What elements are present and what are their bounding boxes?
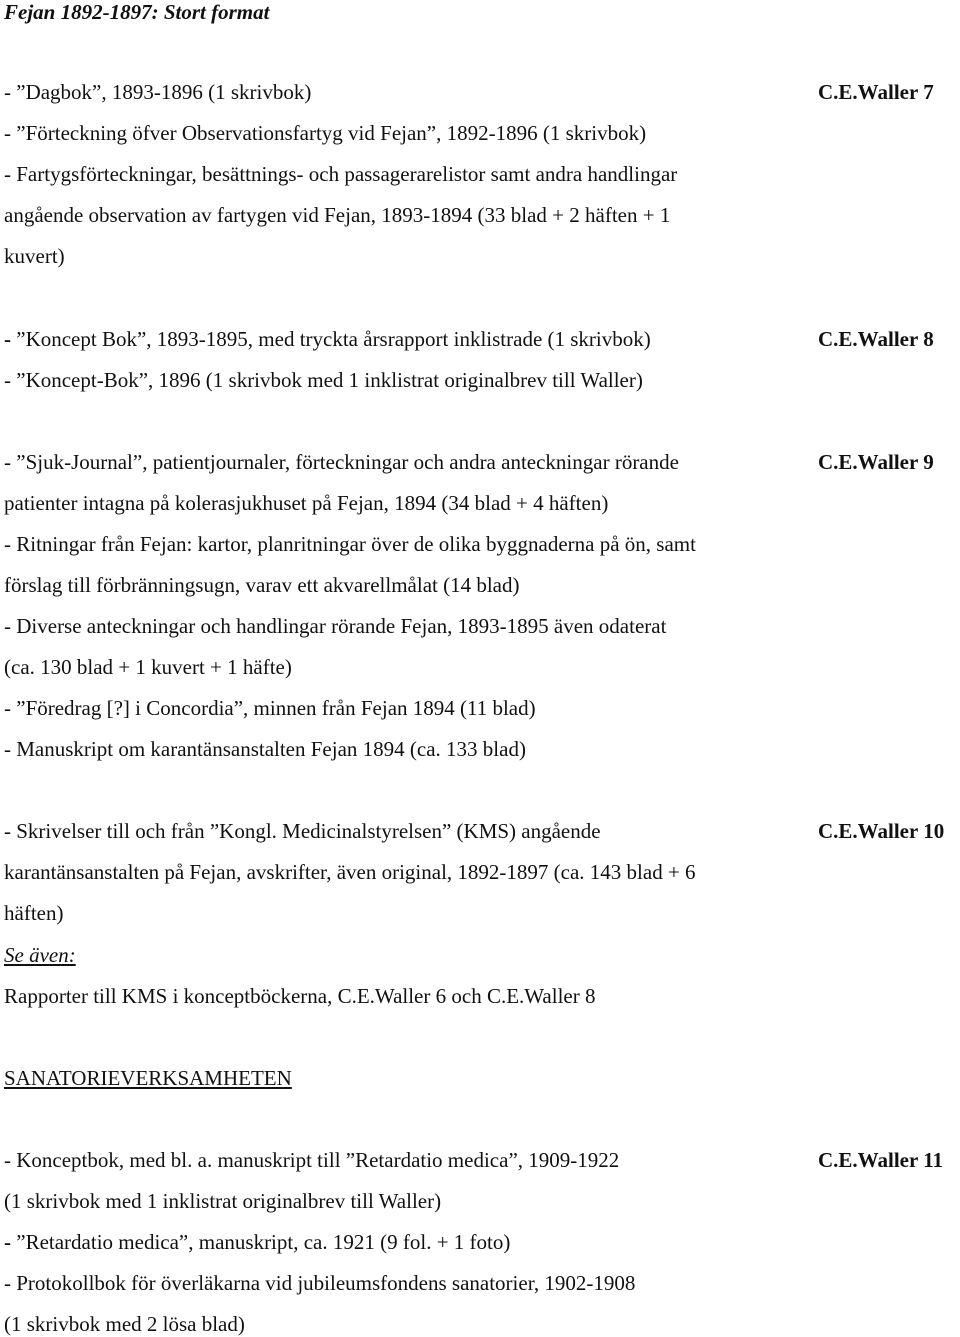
entry-text: ”Koncept Bok”, 1893-1895, med tryckta årsrapport inklistrade (1 skrivbok) <box>11 327 651 351</box>
entry-line: (ca. 130 blad + 1 kuvert + 1 häfte) <box>4 655 292 679</box>
archive-reference: C.E.Waller 8 <box>818 327 934 351</box>
entry-line: förslag till förbränningsugn, varav ett akvarellmålat (14 blad) <box>4 573 520 597</box>
entry-line: - ”Koncept-Bok”, 1896 (1 skrivbok med 1 inklistrat originalbrev till Waller) <box>4 368 643 392</box>
entry-line: kuvert) <box>4 244 65 268</box>
entry-line: - Ritningar från Fejan: kartor, planritningar över de olika byggnaderna på ön, samt <box>4 532 696 556</box>
section-heading: SANATORIEVERKSAMHETEN <box>4 1066 292 1090</box>
entry-line: angående observation av fartygen vid Fejan, 1893-1894 (33 blad + 2 häften + 1 <box>4 203 671 227</box>
entry-line: - ”Förteckning öfver Observationsfartyg vid Fejan”, 1892-1896 (1 skrivbok) <box>4 121 647 145</box>
entry-line: patienter intagna på kolerasjukhuset på Fejan, 1894 (34 blad + 4 häften) <box>4 491 609 515</box>
entry-line: - Diverse anteckningar och handlingar rörande Fejan, 1893-1895 även odaterat <box>4 614 667 638</box>
archive-reference: C.E.Waller 11 <box>818 1148 944 1172</box>
entry-line <box>4 327 651 351</box>
entry-line: - Konceptbok, med bl. a. manuskript till ”Retardatio medica”, 1909-1922 <box>4 1148 620 1172</box>
archive-reference: C.E.Waller 7 <box>818 80 934 104</box>
page-title: Fejan 1892-1897: Stort format <box>4 0 270 24</box>
entry-text: ”Retardatio medica”, manuskript, ca. 1921 (9 fol. + 1 foto) <box>11 1230 511 1254</box>
entry-dash: - <box>4 327 11 351</box>
entry-line: (1 skrivbok med 1 inklistrat originalbrev till Waller) <box>4 1189 442 1213</box>
see-also-text: Rapporter till KMS i konceptböckerna, C.E.Waller 6 och C.E.Waller 8 <box>4 984 596 1008</box>
entry-line <box>4 1230 510 1254</box>
entry-line: - ”Dagbok”, 1893-1896 (1 skrivbok) <box>4 80 312 104</box>
entry-line: - Manuskript om karantänsanstalten Fejan 1894 (ca. 133 blad) <box>4 737 526 761</box>
archive-reference: C.E.Waller 10 <box>818 819 945 843</box>
archive-reference: C.E.Waller 9 <box>818 450 934 474</box>
entry-line: (1 skrivbok med 2 lösa blad) <box>4 1312 245 1336</box>
entry-line: - ”Föredrag [?] i Concordia”, minnen från Fejan 1894 (11 blad) <box>4 696 536 720</box>
entry-line: häften) <box>4 901 64 925</box>
entry-dash: - <box>4 1230 11 1254</box>
entry-line: karantänsanstalten på Fejan, avskrifter, även original, 1892-1897 (ca. 143 blad + 6 <box>4 860 696 884</box>
see-also-label: Se även: <box>4 943 76 967</box>
entry-line: - Fartygsförteckningar, besättnings- och passagerarelistor samt andra handlingar <box>4 162 678 186</box>
entry-line: - ”Sjuk-Journal”, patientjournaler, förteckningar och andra anteckningar rörande <box>4 450 679 474</box>
entry-line: - Protokollbok för överläkarna vid jubileumsfondens sanatorier, 1902-1908 <box>4 1271 636 1295</box>
entry-line: - Skrivelser till och från ”Kongl. Medicinalstyrelsen” (KMS) angående <box>4 819 601 843</box>
